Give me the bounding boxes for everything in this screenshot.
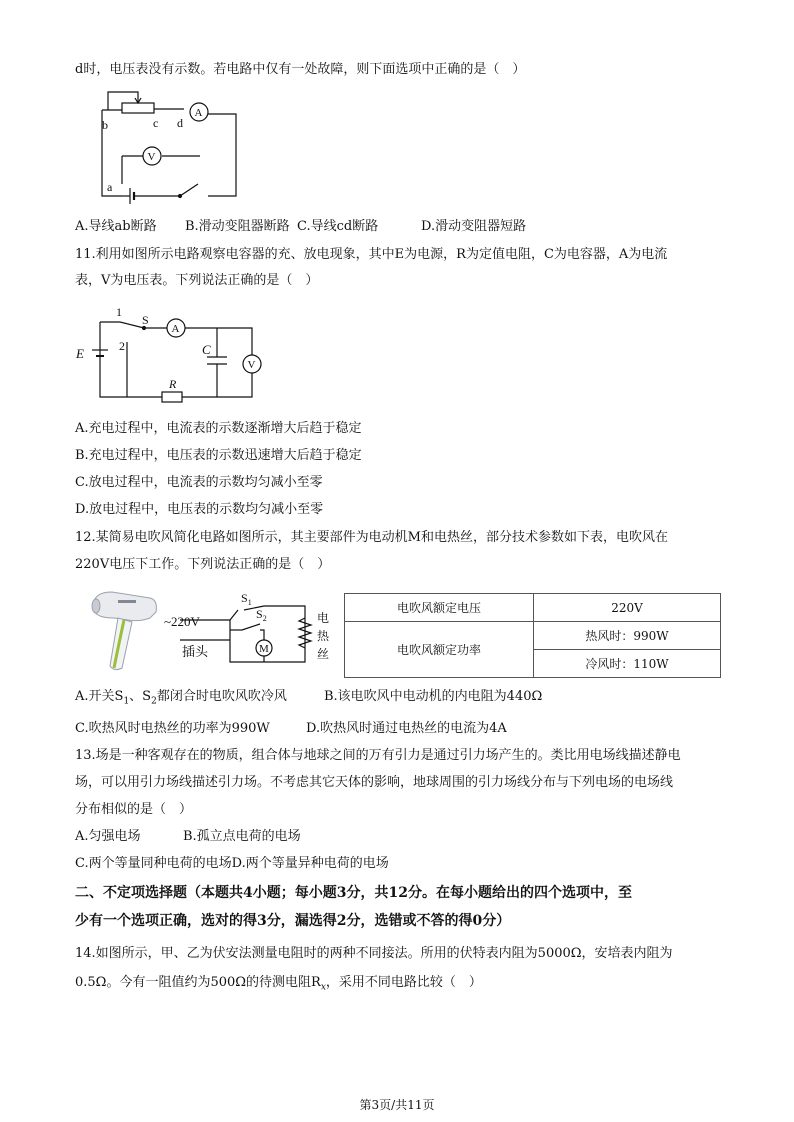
q11-label-2: 2: [119, 339, 125, 353]
q12-options-ab: [75, 688, 542, 711]
q13-stem-2: 场，可以用引力场线描述引力场。不考虑其它天体的影响，地球周围的引力场线分布与下列电场的电场线: [75, 775, 674, 790]
spec-power-label: 电吹风额定功率: [345, 622, 534, 678]
q10-circuit-diagram: [80, 84, 240, 200]
q12-stem-1: 12.某简易电吹风简化电路如图所示，其主要部件为电动机M和电热丝，部分技术参数如下表，电吹风在: [75, 530, 668, 545]
q11-option-c: C.放电过程中，电流表的示数均匀减小至零: [75, 475, 323, 490]
q13-option-c: C.两个等量同种电荷的电场: [75, 856, 232, 871]
spec-power-hot: 热风时：990W: [534, 622, 721, 650]
q10-label-b: b: [102, 118, 108, 132]
q14-stem-1: 14.如图所示，甲、乙为伏安法测量电阻时的两种不同接法。所用的伏特表内阻为5000Ω，安培表内阻为: [75, 946, 673, 961]
q12-s2-label: $S_2$: [256, 607, 267, 623]
q10-option-d: D.滑动变阻器短路: [421, 219, 527, 234]
q12-plug-label: 插头: [182, 644, 209, 659]
q13-option-b: B.孤立点电荷的电场: [183, 829, 301, 844]
q12-option-a: A.开关$S_1$、$S_2$都闭合时电吹风吹冷风: [75, 689, 287, 707]
q11-capacitor-label: C: [202, 342, 211, 357]
q11-switch-label: S: [142, 313, 149, 327]
q11-ammeter-label: A: [171, 323, 180, 335]
q10-label-a: a: [107, 180, 113, 194]
q10-voltmeter-label: V: [147, 151, 156, 163]
spec-voltage-value: 220V: [534, 594, 721, 622]
q12-spec-table: [344, 593, 721, 678]
q10-option-a: A.导线ab断路: [75, 219, 157, 234]
q10-option-b: B.滑动变阻器断路: [185, 219, 290, 234]
q10-label-c: c: [153, 116, 159, 130]
q10-options: [75, 218, 526, 236]
q10-option-c: C.导线cd断路: [297, 219, 379, 234]
q10-ammeter-label: A: [194, 107, 203, 119]
q12-option-d: D.吹热风时通过电热丝的电流为4A: [306, 721, 507, 736]
spec-voltage-label: 电吹风额定电压: [345, 594, 534, 622]
q11-source-label: E: [76, 346, 84, 361]
q12-heater-label-3: 丝: [317, 647, 330, 661]
q10-label-d: d: [177, 116, 183, 130]
q12-s1-label: $S_1$: [241, 591, 252, 607]
q11-option-a: A.充电过程中，电流表的示数逐渐增大后趋于稳定: [75, 421, 362, 436]
q13-stem-1: 13.场是一种客观存在的物质，组合体与地球之间的万有引力是通过引力场产生的。类比用电场线描述静电: [75, 748, 681, 763]
q12-motor-label: M: [259, 643, 269, 655]
hair-dryer-image: [88, 588, 160, 674]
q11-circuit-diagram: [72, 302, 272, 402]
q11-resistor-label: R: [169, 377, 177, 391]
section2-heading-1: 二、不定项选择题（本题共4小题；每小题3分，共12分。在每小题给出的四个选项中，至: [75, 885, 632, 901]
q12-heater-label-2: 热: [317, 629, 330, 643]
q12-option-c: C.吹热风时电热丝的功率为990W: [75, 721, 270, 736]
q10-stem: d时，电压表没有示数。若电路中仅有一处故障，则下面选项中正确的是（ ）: [75, 62, 526, 77]
q13-option-a: A.匀强电场: [75, 829, 141, 844]
q12-options-cd: [75, 720, 507, 738]
q13-options-cd: [75, 855, 389, 873]
spec-power-cold: 冷风时：110W: [534, 650, 721, 678]
q11-stem-1: 11.利用如图所示电路观察电容器的充、放电现象，其中E为电源，R为定值电阻，C为电容器，A为电流: [75, 247, 668, 262]
q11-stem-2: 表，V为电压表。下列说法正确的是（ ）: [75, 273, 319, 288]
section2-heading-2: 少有一个选项正确，选对的得3分，漏选得2分，选错或不答的得0分）: [75, 913, 511, 929]
q13-option-d: D.两个等量异种电荷的电场: [231, 856, 389, 871]
q14-stem-2: 0.5Ω。今有一阻值约为500Ω的待测电阻$R_x$，采用不同电路比较（ ）: [75, 975, 482, 993]
q12-stem-2: 220V电压下工作。下列说法正确的是（ ）: [75, 557, 331, 572]
q12-heater-label-1: 电: [317, 611, 330, 625]
q11-voltmeter-label: V: [247, 359, 256, 371]
q11-label-1: 1: [116, 305, 122, 319]
q13-options-ab: [75, 828, 301, 846]
q12-source-label: ~220V: [164, 614, 200, 629]
q11-option-b: B.充电过程中，电压表的示数迅速增大后趋于稳定: [75, 448, 362, 463]
page-footer: 第3页/共11页: [359, 1098, 435, 1112]
q13-stem-3: 分布相似的是（ ）: [75, 802, 193, 817]
q11-option-d: D.放电过程中，电压表的示数均匀减小至零: [75, 502, 324, 517]
q12-circuit-diagram: [160, 588, 340, 674]
q12-option-b: B.该电吹风中电动机的内电阻为440Ω: [324, 689, 543, 704]
